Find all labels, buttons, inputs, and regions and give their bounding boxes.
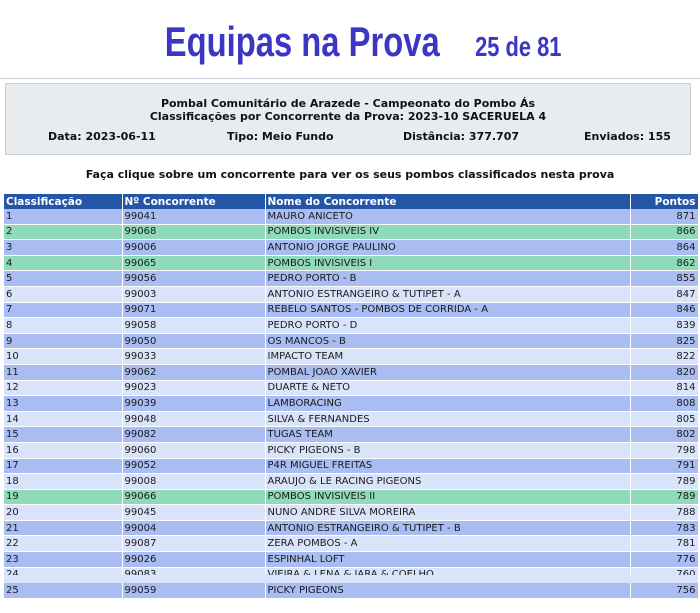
cell-rank[interactable]: 20	[4, 505, 122, 521]
cell-points[interactable]: 839	[630, 318, 698, 334]
table-row[interactable]	[4, 552, 698, 568]
cell-points[interactable]: 798	[630, 442, 698, 458]
cell-points[interactable]: 788	[630, 505, 698, 521]
cell-rank[interactable]: 23	[4, 552, 122, 568]
cell-competitor-id[interactable]: 99041	[122, 209, 265, 224]
cell-points[interactable]: 789	[630, 474, 698, 490]
cell-points[interactable]: 802	[630, 427, 698, 443]
cell-rank[interactable]: 19	[4, 489, 122, 505]
table-row[interactable]	[4, 458, 698, 474]
race-date: Data: 2023-06-11	[48, 130, 156, 143]
cell-rank[interactable]: 4	[4, 255, 122, 271]
cell-competitor-name[interactable]: ESPINHAL LOFT	[265, 552, 630, 568]
cell-competitor-name[interactable]: POMBOS INVISIVEIS IV	[265, 224, 630, 240]
cell-competitor-name[interactable]: PEDRO PORTO - B	[265, 271, 630, 287]
cell-competitor-name[interactable]: ANTONIO ESTRANGEIRO & TUTIPET - A	[265, 286, 630, 302]
col-header-id[interactable]: Nº Concorrente	[122, 194, 265, 209]
cell-points[interactable]: 866	[630, 224, 698, 240]
table-row[interactable]	[4, 349, 698, 365]
cell-points[interactable]: 864	[630, 240, 698, 256]
cell-rank[interactable]: 6	[4, 286, 122, 302]
cell-competitor-id[interactable]: 99003	[122, 286, 265, 302]
cell-competitor-id[interactable]: 99026	[122, 552, 265, 568]
cell-competitor-name[interactable]: POMBOS INVISIVEIS II	[265, 489, 630, 505]
table-scroll-remainder	[4, 575, 698, 583]
cell-competitor-id[interactable]: 99033	[122, 349, 265, 365]
cell-rank[interactable]: 16	[4, 442, 122, 458]
cell-rank[interactable]: 25	[4, 583, 122, 599]
cell-competitor-name[interactable]: PICKY PIGEONS - B	[265, 442, 630, 458]
table-row[interactable]	[4, 318, 698, 334]
cell-points[interactable]: 855	[630, 271, 698, 287]
cell-rank[interactable]: 2	[4, 224, 122, 240]
cell-rank[interactable]: 13	[4, 396, 122, 412]
cell-competitor-name[interactable]: P4R MIGUEL FREITAS	[265, 458, 630, 474]
cell-competitor-id[interactable]: 99068	[122, 224, 265, 240]
table-row[interactable]	[4, 442, 698, 458]
table-row[interactable]	[4, 271, 698, 287]
table-row[interactable]	[4, 333, 698, 349]
cell-rank[interactable]: 15	[4, 427, 122, 443]
cell-rank[interactable]: 17	[4, 458, 122, 474]
cell-competitor-id[interactable]: 99045	[122, 505, 265, 521]
cell-competitor-id[interactable]: 99008	[122, 474, 265, 490]
cell-competitor-name[interactable]: LAMBORACING	[265, 396, 630, 412]
table-row[interactable]	[4, 380, 698, 396]
cell-competitor-name[interactable]: IMPACTO TEAM	[265, 349, 630, 365]
cell-competitor-id[interactable]: 99060	[122, 442, 265, 458]
info-box	[5, 83, 691, 155]
cell-points[interactable]: 862	[630, 255, 698, 271]
table-row[interactable]	[4, 411, 698, 427]
cell-competitor-id[interactable]: 99065	[122, 255, 265, 271]
cell-rank[interactable]: 12	[4, 380, 122, 396]
cell-competitor-name[interactable]: TUGAS TEAM	[265, 427, 630, 443]
headline-counter: 25 de 81	[475, 31, 562, 62]
cell-competitor-name[interactable]: POMBOS INVISIVEIS I	[265, 255, 630, 271]
cell-points[interactable]: 825	[630, 333, 698, 349]
cell-rank[interactable]: 18	[4, 474, 122, 490]
club-title: Pombal Comunitário de Arazede - Campeonato do Pombo Ás	[160, 97, 536, 110]
table-row[interactable]	[4, 209, 698, 224]
cell-points[interactable]: 756	[630, 583, 698, 599]
cell-rank[interactable]: 1	[4, 209, 122, 224]
cell-competitor-name[interactable]: SILVA & FERNANDES	[265, 411, 630, 427]
table-row[interactable]	[4, 286, 698, 302]
cell-competitor-name[interactable]: MAURO ANICETO	[265, 209, 630, 224]
col-header-points[interactable]: Pontos	[630, 194, 698, 209]
cell-competitor-id[interactable]: 99071	[122, 302, 265, 318]
cell-competitor-name[interactable]: PEDRO PORTO - D	[265, 318, 630, 334]
cell-points[interactable]: 847	[630, 286, 698, 302]
cell-competitor-id[interactable]: 99056	[122, 271, 265, 287]
headline-title: Equipas na Prova	[165, 18, 440, 65]
table-row[interactable]	[4, 489, 698, 505]
cell-points[interactable]: 783	[630, 520, 698, 536]
table-row[interactable]	[4, 240, 698, 256]
table-row[interactable]	[4, 224, 698, 240]
info-panel	[0, 78, 700, 151]
cell-competitor-name[interactable]: OS MANCOS - B	[265, 333, 630, 349]
cell-rank[interactable]: 21	[4, 520, 122, 536]
cell-points[interactable]: 871	[630, 209, 698, 224]
cell-points[interactable]: 814	[630, 380, 698, 396]
cell-points[interactable]: 789	[630, 489, 698, 505]
cell-points[interactable]: 805	[630, 411, 698, 427]
table-row[interactable]	[4, 364, 698, 380]
table-row[interactable]	[4, 520, 698, 536]
cell-competitor-id[interactable]: 99087	[122, 536, 265, 552]
cell-competitor-name[interactable]: ANTONIO ESTRANGEIRO & TUTIPET - B	[265, 520, 630, 536]
cell-competitor-id[interactable]: 99066	[122, 489, 265, 505]
table-row[interactable]	[4, 583, 698, 599]
cell-competitor-id[interactable]: 99052	[122, 458, 265, 474]
cell-competitor-id[interactable]: 99059	[122, 583, 265, 599]
table-header-row	[4, 194, 698, 209]
cell-rank[interactable]: 3	[4, 240, 122, 256]
cell-competitor-name[interactable]: DUARTE & NETO	[265, 380, 630, 396]
cell-rank[interactable]: 9	[4, 333, 122, 349]
table-row[interactable]	[4, 255, 698, 271]
cell-rank[interactable]: 10	[4, 349, 122, 365]
race-title: Classificações por Concorrente da Prova: 2023-10 SACERUELA 4	[149, 110, 547, 123]
table-row[interactable]	[4, 536, 698, 552]
cell-rank[interactable]: 5	[4, 271, 122, 287]
cell-competitor-id[interactable]: 99039	[122, 396, 265, 412]
pigeons-sent: Enviados: 155	[584, 130, 671, 143]
race-distance: Distância: 377.707	[403, 130, 520, 143]
cell-competitor-id[interactable]: 99048	[122, 411, 265, 427]
cell-rank[interactable]: 7	[4, 302, 122, 318]
table-row[interactable]	[4, 474, 698, 490]
cell-points[interactable]: 808	[630, 396, 698, 412]
cell-competitor-name[interactable]: ARAUJO & LE RACING PIGEONS	[265, 474, 630, 490]
table-row[interactable]	[4, 396, 698, 412]
cell-competitor-name[interactable]: ANTONIO JORGE PAULINO	[265, 240, 630, 256]
cell-points[interactable]: 822	[630, 349, 698, 365]
cell-competitor-name[interactable]: REBELO SANTOS - POMBOS DE CORRIDA - A	[265, 302, 630, 318]
race-type: Tipo: Meio Fundo	[227, 130, 334, 143]
cell-competitor-id[interactable]: 99050	[122, 333, 265, 349]
cell-points[interactable]: 781	[630, 536, 698, 552]
cell-points[interactable]: 846	[630, 302, 698, 318]
cell-competitor-id[interactable]: 99082	[122, 427, 265, 443]
cell-competitor-id[interactable]: 99062	[122, 364, 265, 380]
cell-points[interactable]: 776	[630, 552, 698, 568]
table-row[interactable]	[4, 505, 698, 521]
table-row[interactable]	[4, 302, 698, 318]
cell-competitor-id[interactable]: 99023	[122, 380, 265, 396]
results-table	[4, 194, 699, 599]
cell-competitor-name[interactable]: NUNO ANDRE SILVA MOREIRA	[265, 505, 630, 521]
cell-competitor-name[interactable]: ZERA POMBOS - A	[265, 536, 630, 552]
cell-rank[interactable]: 22	[4, 536, 122, 552]
cell-points[interactable]: 791	[630, 458, 698, 474]
cell-competitor-name[interactable]: POMBAL JOAO XAVIER	[265, 364, 630, 380]
instruction-text: Faça clique sobre um concorrente para ver os seus pombos classificados nesta prova	[85, 168, 615, 181]
cell-rank[interactable]: 11	[4, 364, 122, 380]
page-headline	[0, 18, 700, 66]
cell-competitor-id[interactable]: 99004	[122, 520, 265, 536]
cell-competitor-name[interactable]: PICKY PIGEONS	[265, 583, 630, 599]
cell-competitor-id[interactable]: 99006	[122, 240, 265, 256]
cell-competitor-id[interactable]: 99058	[122, 318, 265, 334]
col-header-name[interactable]: Nome do Concorrente	[265, 194, 630, 209]
cell-rank[interactable]: 14	[4, 411, 122, 427]
cell-points[interactable]: 820	[630, 364, 698, 380]
cell-rank[interactable]: 8	[4, 318, 122, 334]
col-header-rank[interactable]: Classificação	[4, 194, 122, 209]
table-row[interactable]	[4, 427, 698, 443]
